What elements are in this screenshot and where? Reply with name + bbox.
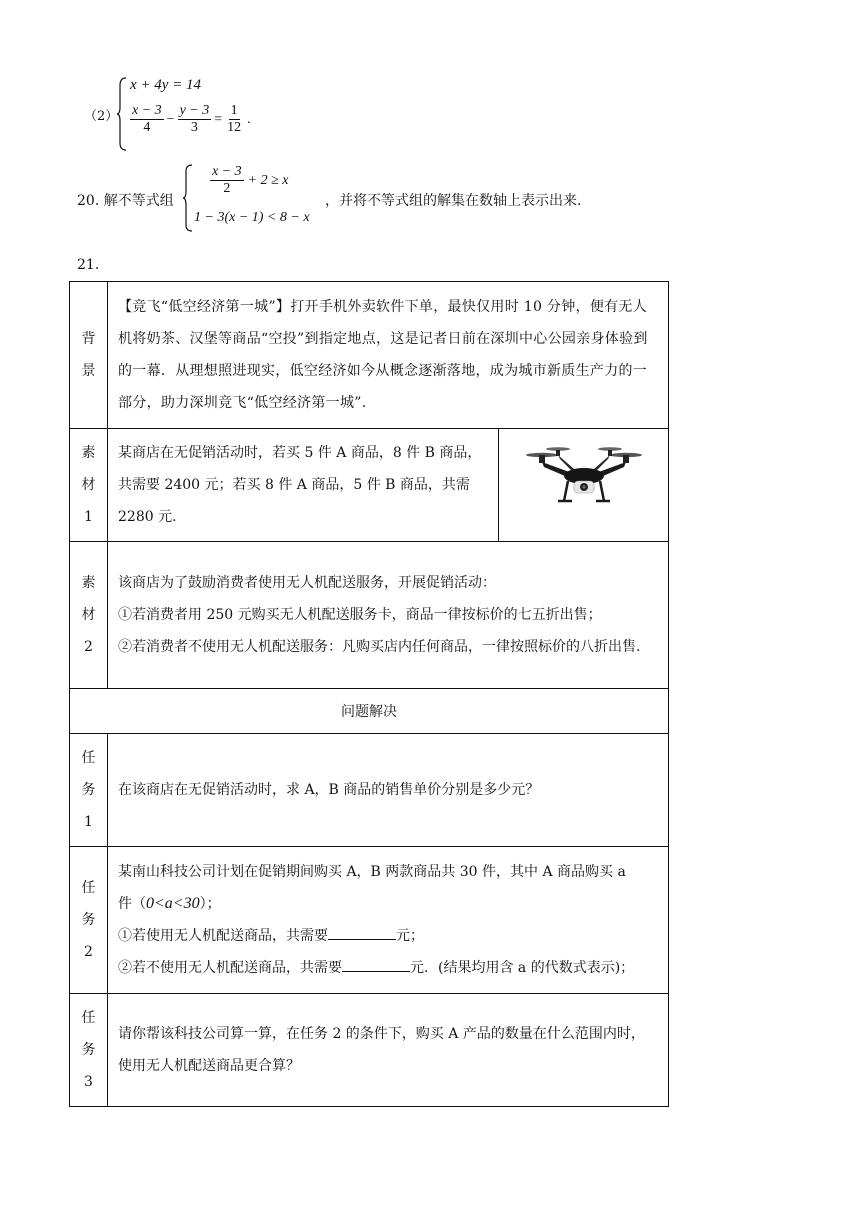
equation-2: [130, 103, 251, 136]
label-char: 背: [81, 331, 96, 347]
task-2-text-part: ②若不使用无人机配送商品，共需要: [118, 960, 342, 976]
table-row-task-3: [70, 994, 669, 1107]
material-2-line: ①若消费者用 250 元购买无人机配送服务卡，商品一律按标价的七五折出售；: [118, 607, 602, 623]
label-char: 2: [84, 944, 93, 960]
denominator: 2: [223, 181, 231, 197]
equals-sign: =: [214, 111, 223, 127]
task-2-text: [108, 847, 669, 994]
numerator: y − 3: [178, 103, 212, 120]
table-row-material-2: [70, 542, 669, 689]
problem-20: [77, 162, 777, 234]
row-label-task-3: [70, 994, 108, 1107]
numerator: 1: [229, 103, 240, 120]
background-text: 【竞飞“低空经济第一城”】打开手机外卖软件下单，最快仅用时 10 分钟，便有无人机将奶茶、汉堡等商品“空投”到指定地点，这是记者日前在深圳中心公园亲身体验到的一幕．从理想照进现实，低空经济如今从概念逐渐落地，成为城市新质生产力的一部分，助力深圳竞飞“低空经济第一城”．: [108, 282, 669, 429]
task-3-line: 使用无人机配送商品更合算？: [118, 1058, 300, 1074]
equation-1: x + 4y = 14: [130, 77, 202, 93]
problem-table: [69, 281, 669, 1107]
label-char: 景: [81, 363, 96, 379]
numerator: x − 3: [210, 164, 244, 181]
label-char: 2: [84, 639, 93, 655]
denominator: 12: [227, 120, 242, 136]
label-char: 1: [84, 814, 93, 830]
label-char: 素: [81, 445, 96, 461]
drone-image-cell: [499, 429, 669, 542]
label-char: 任: [81, 1010, 96, 1026]
label-char: 务: [81, 782, 96, 798]
task-1-text: 在该商店在无促销活动时，求 A，B 商品的销售单价分别是多少元？: [108, 734, 669, 847]
task-2-text-part: ①若使用无人机配送商品，共需要: [118, 928, 328, 944]
left-brace-icon: [182, 164, 194, 232]
label-char: 材: [81, 477, 96, 493]
table-row-section-header: [70, 689, 669, 734]
label-char: 素: [81, 575, 96, 591]
label-char: 务: [81, 912, 96, 928]
row-label-task-2: [70, 847, 108, 994]
label-char: 1: [84, 509, 93, 525]
material-1-text: 某商店在无促销活动时，若买 5 件 A 商品，8 件 B 商品，共需要 2400 元；若买 8 件 A 商品，5 件 B 商品，共需 2280 元.: [108, 429, 499, 542]
denominator: 3: [190, 120, 198, 136]
label-char: 任: [81, 750, 96, 766]
fraction: [210, 164, 244, 197]
task-3-line: 请你帮该科技公司算一算，在任务 2 的条件下，购买 A 产品的数量在什么范围内时，: [118, 1026, 645, 1042]
label-char: 任: [81, 880, 96, 896]
label-char: 3: [84, 1074, 93, 1090]
table-row-task-1: [70, 734, 669, 847]
row-label-task-1: [70, 734, 108, 847]
task-2-line: 某南山科技公司计划在促销期间购买 A，B 两款商品共 30 件，其中 A 商品购买 a: [118, 864, 626, 880]
row-label-material-2: [70, 542, 108, 689]
task-2-text-part: 元．(结果均用含 a 的代数式表示)；: [410, 960, 635, 976]
table-row-material-1: [70, 429, 669, 542]
row-label-background: [70, 282, 108, 429]
fraction: [178, 103, 212, 136]
inequality-1: [210, 164, 289, 197]
label-char: 务: [81, 1042, 96, 1058]
drone-icon: [524, 443, 644, 523]
material-2-line: ②若消费者不使用无人机配送服务：凡购买店内任何商品，一律按照标价的八折出售.: [118, 639, 641, 655]
material-2-line: 该商店为了鼓励消费者使用无人机配送服务，开展促销活动：: [118, 575, 496, 591]
row-label-material-1: [70, 429, 108, 542]
table-row-background: [70, 282, 669, 429]
problem-instruction: ，并将不等式组的解集在数轴上表示出来.: [325, 193, 582, 209]
fraction: [225, 103, 243, 136]
fraction: [130, 103, 164, 136]
range-math: 0<a<30: [146, 895, 200, 912]
task-2-line: [118, 888, 658, 920]
problem-label: 20. 解不等式组: [77, 193, 174, 209]
material-2-text: [108, 542, 669, 689]
label-char: 材: [81, 607, 96, 623]
task-2-text-part: 件（: [118, 896, 146, 912]
section-header: 问题解决: [70, 689, 669, 734]
task-2-text-part: ）；: [199, 896, 221, 912]
table-row-task-2: [70, 847, 669, 994]
task-3-text: [108, 994, 669, 1107]
period: .: [247, 111, 251, 127]
task-2-text-part: 元；: [396, 928, 424, 944]
problem-19-2: [84, 75, 284, 153]
task-2-line: [118, 952, 658, 984]
answer-blank[interactable]: [328, 925, 396, 940]
minus-sign: −: [166, 111, 175, 127]
problem-21-label: 21.: [77, 257, 100, 273]
inequality-rest: + 2 ≥ x: [247, 172, 289, 188]
numerator: x − 3: [130, 103, 164, 120]
left-brace-icon: [116, 77, 128, 151]
denominator: 4: [143, 120, 151, 136]
inequality-2: 1 − 3(x − 1) < 8 − x: [194, 210, 310, 225]
answer-blank[interactable]: [342, 957, 410, 972]
problem-label: （2）: [84, 109, 119, 124]
task-2-line: [118, 920, 658, 952]
